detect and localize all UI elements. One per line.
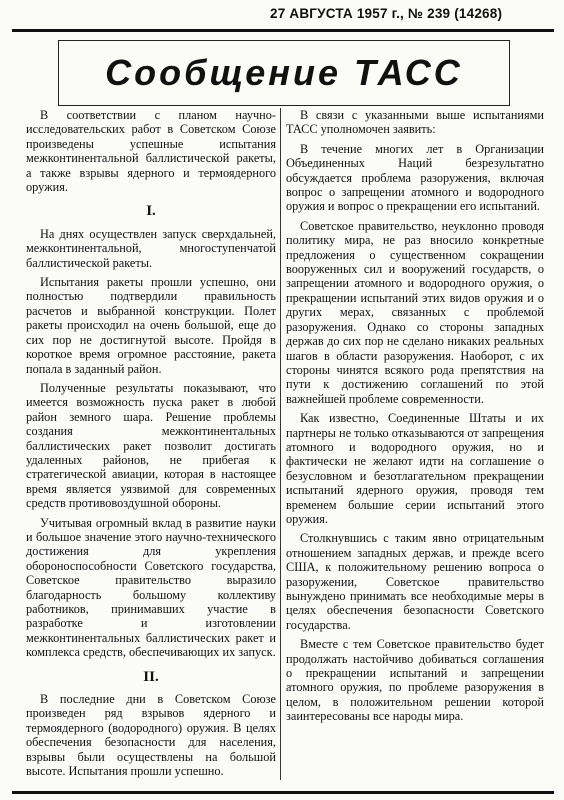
top-rule: [12, 29, 554, 32]
headline-box: [58, 40, 510, 106]
headline: Сообщение ТАСС: [105, 52, 463, 93]
paragraph: Советское правительство, неуклонно проводя политику мира, не раз вносило конкретные предложения о существенном сокращении вооруженных сил и вооружений государств, о запрещении атомного и водородного оружия, о прекращении испытаний этих видов оружия и о других мерах, связанных с проблемой разоружения. Однако со стороны западных держав до сих пор не сделано никаких реальных шагов в области разоружения. Наоборот, с их стороны чинятся всякого рода препятствия на пути к достижению соглашений по этой важнейшей проблеме современности.: [286, 218, 544, 406]
left-column: [26, 108, 276, 783]
right-column: [286, 108, 544, 729]
bottom-rule: [12, 791, 554, 794]
paragraph: Вместе с тем Советское правительство будет продолжать настойчиво добиваться соглашения о прекращении испытаний и запрещении атомного оружия, по проблеме разоружения в целом, в положительном решении которой заинтересованы все народы мира.: [286, 637, 544, 724]
dateline: 27 АВГУСТА 1957 г., № 239 (14268): [270, 6, 503, 21]
paragraph: Как известно, Соединенные Штаты и их партнеры не только отказываются от запрещения атомного и водородного оружия, но и фактически не желают идти на соглашение о безусловном и безотлагательном прекращении испытаний ядерного оружия, проводя тем временем большие серии испытаний этого оружия.: [286, 411, 544, 526]
paragraph: В связи с указанными выше испытаниями ТАСС уполномочен заявить:: [286, 108, 544, 137]
paragraph: В течение многих лет в Организации Объединенных Наций безрезультатно обсуждается проблема разоружения, включая вопрос о запрещении атомного и водородного оружия и вопрос о прекращении его испытаний.: [286, 141, 544, 214]
paragraph: На днях осуществлен запуск сверхдальней, межконтинентальной, многоступенчатой баллистической ракеты.: [26, 226, 276, 270]
paragraph: Учитывая огромный вклад в развитие науки и большое значение этого научно-технического достижения для укрепления обороноспособности Советского государства, Советское правительство выразило благодарность большому коллективу работников, принимавших участие в разработке и изготовлении межконтинентальных баллистических ракет и комплекса средств, обеспечивающих их запуск.: [26, 515, 276, 660]
section-heading-2: II.: [143, 668, 159, 685]
column-divider: [280, 108, 281, 780]
section-heading-1: I.: [146, 203, 156, 220]
paragraph: Испытания ракеты прошли успешно, они полностью подтвердили правильность расчетов и выбранной конструкции. Полет ракеты происходил на очень большой, еще до сих пор не достигнутой высоте. Пройдя в короткое время огромное расстояние, ракета попала в заданный район.: [26, 275, 276, 376]
paragraph: В последние дни в Советском Союзе произведен ряд взрывов ядерного и термоядерного (водородного) оружия. В целях обеспечения безопасности для населения, взрывы были осуществлены на большой высоте. Испытания прошли успешно.: [26, 692, 276, 779]
paragraph: Полученные результаты показывают, что имеется возможность пуска ракет в любой район земного шара. Решение проблемы создания межконтинентальных баллистических ракет позволит достигать удаленных районов, не прибегая к стратегической авиации, которая в настоящее время является уязвимой для современных средств противовоздушной обороны.: [26, 380, 276, 511]
paragraph: Столкнувшись с таким явно отрицательным отношением западных держав, и прежде всего США, к положительному решению вопроса о разоружении, Советское правительство вынуждено принимать все необходимые меры в целях обеспечения безопасности Советского государства.: [286, 531, 544, 632]
intro-paragraph: В соответствии с планом научно-исследовательских работ в Советском Союзе произведены успешные испытания межконтинентальной баллистической ракеты, а также взрывы ядерного и термоядерного оружия.: [26, 108, 276, 195]
